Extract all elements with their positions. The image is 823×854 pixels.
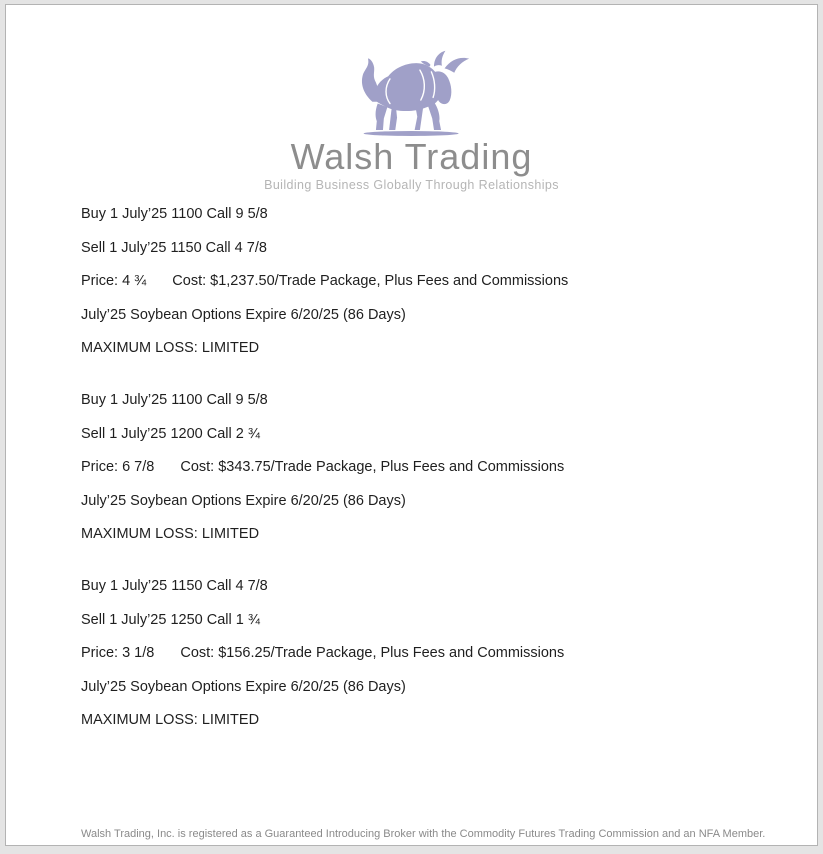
logo-tagline: Building Business Globally Through Relationships (264, 178, 559, 192)
sell-line: Sell 1 July’25 1250 Call 1 ¾ (81, 611, 260, 628)
max-loss-line: MAXIMUM LOSS: LIMITED (81, 526, 260, 542)
expiry-line: July’25 Soybean Options Expire 6/20/25 (86 Days) (81, 306, 406, 323)
price-value: Price: 4 ¾ (81, 273, 147, 289)
expiry-line: July’25 Soybean Options Expire 6/20/25 (86 Days) (81, 678, 406, 695)
document-page (5, 4, 818, 846)
logo-company-name: Walsh Trading (290, 136, 533, 177)
expiry-line: July’25 Soybean Options Expire 6/20/25 (86 Days) (81, 492, 406, 509)
trade-block-2 (81, 391, 817, 543)
cost-value: Cost: $1,237.50/Trade Package, Plus Fees and Commissions (172, 273, 569, 289)
trade-block-3 (81, 577, 817, 729)
sell-line: Sell 1 July’25 1200 Call 2 ¾ (81, 425, 260, 442)
price-cost-line (81, 272, 817, 290)
buy-line: Buy 1 July’25 1100 Call 9 5/8 (81, 392, 268, 408)
price-value: Price: 6 7/8 (81, 459, 155, 475)
trade-packages-list (81, 205, 817, 729)
price-cost-line (81, 458, 817, 476)
trade-block-1 (81, 205, 817, 357)
cost-value: Cost: $343.75/Trade Package, Plus Fees and Commissions (180, 459, 565, 475)
max-loss-line: MAXIMUM LOSS: LIMITED (81, 340, 260, 356)
sell-line: Sell 1 July’25 1150 Call 4 7/8 (81, 239, 267, 256)
walsh-trading-logo (6, 49, 817, 193)
buy-line: Buy 1 July’25 1150 Call 4 7/8 (81, 578, 268, 594)
buy-line: Buy 1 July’25 1100 Call 9 5/8 (81, 206, 268, 222)
cost-value: Cost: $156.25/Trade Package, Plus Fees and Commissions (180, 645, 565, 661)
footer-disclaimer: Walsh Trading, Inc. is registered as a Guaranteed Introducing Broker with the Commodity Futures Trading Commission and an NFA Member. (81, 828, 766, 840)
price-cost-line (81, 644, 817, 662)
bull-logo-icon (346, 49, 478, 137)
max-loss-line: MAXIMUM LOSS: LIMITED (81, 712, 260, 728)
price-value: Price: 3 1/8 (81, 645, 155, 661)
